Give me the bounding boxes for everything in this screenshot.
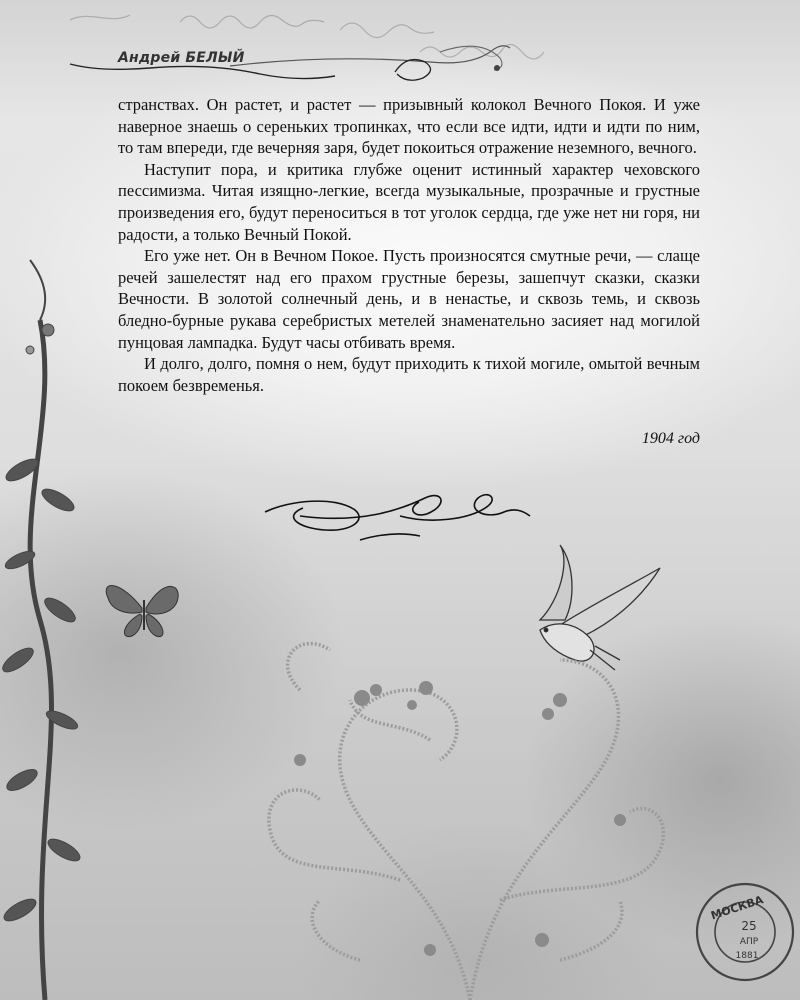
swirl-blossoms xyxy=(294,681,626,956)
paragraph-4: И долго, долго, помня о нем, будут приходить к тихой могиле, омытой вечным покоем безвременья. xyxy=(118,354,700,395)
paragraph-1: странствах. Он растет, и растет — призывный колокол Вечного Покоя. И уже наверное знаешь о сереньких тропинках, что если все идти, идти и идти по ним, то там впереди, где вечерняя заря, будет покоиться отражение неземного, вечного. xyxy=(118,95,700,158)
swirl-ornament xyxy=(269,644,663,1000)
butterfly-icon xyxy=(106,586,178,637)
paragraph-3: Его уже нет. Он в Вечном Покое. Пусть произносятся смутные речи, — слаще речей зашелестят над его прахом грустные березы, зашепчут сказки, сказки Вечности. В золотой солнечный день, и в ненастье, и сквозь темь, и сквозь бледно-бурные рукава серебристых метелей знаменательно засияет над могилой пунцовая лампадка. Будут часы отбивать время. xyxy=(118,246,700,352)
body-text xyxy=(118,94,700,396)
date-signature: 1904 год xyxy=(641,430,700,447)
paragraph-2: Наступит пора, и критика глубже оценит истинный характер чеховского пессимизма. Читая изящно-легкие, всегда музыкальные, прозрачные и грустные произведения его, будут переноситься в тот уголок сердца, где уже нет ни горя, ни радости, а только Вечный Покой. xyxy=(118,159,700,244)
left-vine xyxy=(0,260,83,1000)
postmark-text xyxy=(697,884,793,980)
stamp-city: МОСКВА xyxy=(709,893,765,923)
swallow-icon xyxy=(540,545,660,670)
stamp-month: АПР xyxy=(739,937,759,947)
stamp-year: 1881 xyxy=(735,951,759,961)
text-flourish xyxy=(265,495,530,540)
stamp-day: 25 xyxy=(741,919,757,933)
running-head: Андрей БЕЛЫЙ xyxy=(118,50,245,66)
